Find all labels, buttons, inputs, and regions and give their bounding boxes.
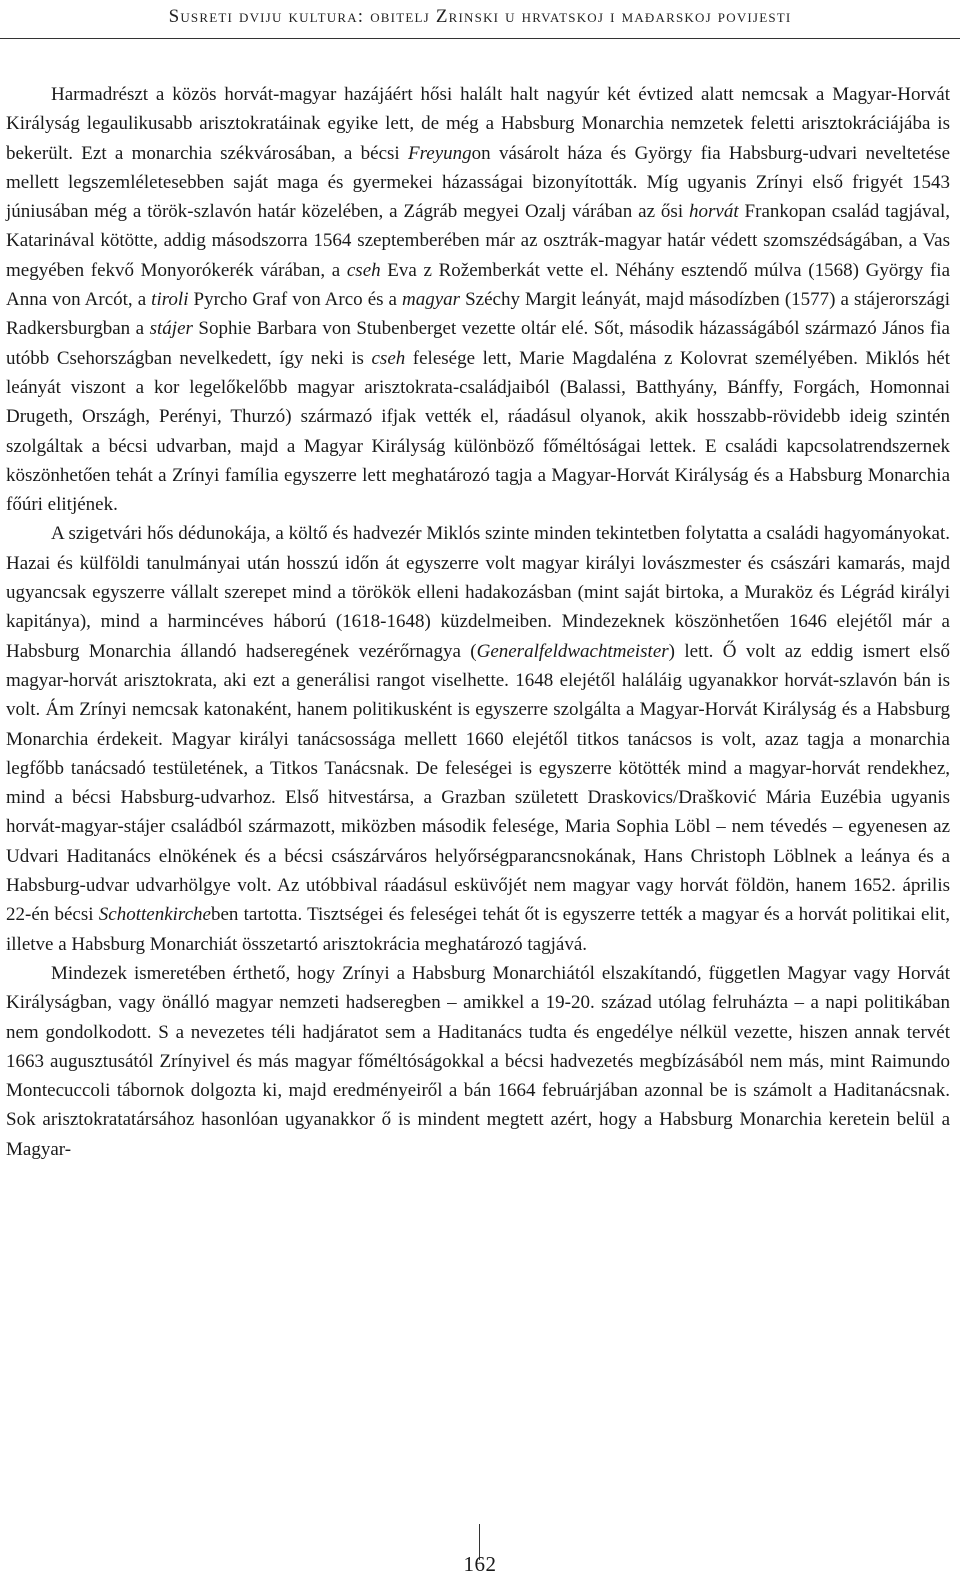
italic-text-segment: magyar bbox=[402, 289, 461, 311]
text-segment: Pyrcho Graf von Arco és a bbox=[188, 289, 403, 311]
text-segment: ) lett. Ő volt az eddig ismert első magyar-horvát arisztokrata, aki ezt a generálisi rangot viselhette. 1648 elejétől haláláig ugyanakkor horvát-szlavón bán is volt. Ám Zrínyi nemcsak katonaként, hanem politikusként is egyszerre szolgálta a Magyar-Horvát Királyság és a Habsburg Monarchia érdekeit. Magyar királyi tanácsossága mellett 1660 elejétől titkos tanácsos is volt, azaz tagja a monarchia legfőbb tanácsadó testületének, a Titkos Tanácsnak. De feleségei is egyszerre kötötték mind a magyar-horvát rendekhez, mind a bécsi Habsburg-udvarhoz. Első hitvestársa, a Grazban született Draskovics/Drašković Mária Euzébia ugyanis horvát-magyar-stájer családból származott, miközben második felesége, Maria Sophia Löbl – nem tévedés – egyenesen az Udvari Haditanács elnökének és a bécsi császárváros helyőrségparancsnokának, Hans Christoph Löblnek a leánya és a Habsburg-udvar udvarhölgye volt. Az utóbbival ráadásul esküvőjét nem magyar vagy horvát földön, hanem 1652. április 22-én bécsi bbox=[6, 640, 950, 926]
text-segment: Harmadrészt a közös horvát-magyar hazájáért hősi halált halt nagyúr két évtized alatt nemcsak a Magyar-Horvát Királyság legaulikusabb arisztokratáinak egyike lett, de még a Habsburg Monarchia nemzetek feletti arisztokráciájába is bekerült. Ezt a monarchia székvárosában, a bécsi bbox=[6, 84, 950, 164]
text-segment: on vásárolt háza és György fia Habsburg-udvari neveltetése mellett legszemléletesebben saját maga és gyermekei házasságai bizonyították. Míg ugyanis Zrínyi első frigyét 1543 júniusában még a török-szlavón határ közelében, a Zágráb megyei Ozalj várában az ősi bbox=[6, 142, 950, 223]
running-header: Susreti dviju kultura: obitelj Zrinski u hrvatskoj i mađarskoj povijesti bbox=[168, 6, 792, 27]
text-segment: ben tartotta. Tisztségei és feleségei tehát őt is egyszerre tették a magyar és a horvát politikai elit, illetve a Habsburg Monarchiát összetartó arisztokrácia meghatározó tagjává. bbox=[6, 904, 950, 955]
italic-text-segment: Schottenkirche bbox=[98, 904, 211, 926]
paragraph-3 bbox=[6, 959, 950, 1164]
text-segment: Eva z Rožemberkát vette el. Néhány esztendő múlva (1568) György fia Anna von Arcót, a bbox=[6, 259, 950, 311]
header-rule bbox=[0, 38, 960, 39]
text-segment: Sophie Barbara von Stubenberget vezette oltár elé. Sőt, második házasságából származó János fia utóbb Csehországban nevelkedett, így neki is bbox=[6, 318, 950, 369]
text-segment: Frankopan család tagjával, Katarinával kötötte, addig másodszorra 1564 szeptemberében már az osztrák-magyar határ védett szomszédságában, a Vas megyében fekvő Monyorókerék várában, a bbox=[6, 201, 951, 281]
italic-text-segment: Generalfeldwachtmeister bbox=[476, 640, 669, 662]
page-number: 162 bbox=[463, 1552, 497, 1576]
italic-text-segment: stájer bbox=[149, 318, 193, 340]
italic-text-segment: horvát bbox=[689, 201, 739, 223]
italic-text-segment: Freyung bbox=[407, 142, 472, 164]
text-segment: felesége lett, Marie Magdaléna z Kolovrat személyében. Miklós hét leányát viszont a kor legelőkelőbb magyar arisztokrata-családjaiból (Balassi, Batthyány, Bánffy, Forgách, Homonnai Drugeth, Országh, Perényi, Thurzó) származó ifjak vették el, ráadásul olyanok, akik hosszabb-rövidebb ideig szintén szolgáltak a bécsi udvarban, majd a Magyar Királyság különböző főméltóságai lettek. E családi kapcsolatrendszernek köszönhetően tehát a Zrínyi família egyszerre lett meghatározó tagja a Magyar-Horvát Királyság és a Habsburg Monarchia főúri elitjének. bbox=[6, 347, 950, 516]
text-segment: Széchy Margit leányát, majd másodízben (1577) a stájerországi Radkersburgban a bbox=[6, 289, 950, 340]
paragraph-2 bbox=[6, 519, 950, 958]
text-segment: Mindezek ismeretében érthető, hogy Zrínyi a Habsburg Monarchiától elszakítandó, független Magyar vagy Horvát Királyságban, vagy önálló magyar nemzeti hadseregben – amikkel a 19-20. század utólag felruházta – a napi politikában nem gondolkodott. S a nevezetes téli hadjáratot sem a Haditanács tudta és engedélye nélkül vezette, hiszen annak tervét 1663 augusztusától Zrínyivel és más magyar főméltóságokkal a bécsi hadvezetés megbízásából nem más, mint Raimundo Montecuccoli tábornok dolgozta ki, majd eredményeiről a bán 1664 februárjában azonnal be is számolt a Haditanácsnak. Sok arisztokratatársához hasonlóan ugyanakkor ő is mindent megtett azért, hogy a Habsburg Monarchia keretein belül a Magyar- bbox=[6, 962, 950, 1160]
paragraph-1 bbox=[6, 80, 950, 519]
text-segment: A szigetvári hős dédunokája, a költő és hadvezér Miklós szinte minden tekintetben folytatta a családi hagyományokat. Hazai és külföldi tanulmányai után hosszú időn át egyszerre volt magyar királyi lovászmester és császári kamarás, majd ugyancsak egyszerre vállalt szerepet mind a törökök elleni hadakozásban (mint saját birtoka, a Muraköz és Légrád királyi kapitánya), mind a harmincéves háború (1618-1648) küzdelmeiben. Mindezeknek köszönhetően 1646 elejétől már a Habsburg Monarchia állandó hadseregének vezérőrnagya ( bbox=[6, 523, 950, 662]
italic-text-segment: tiroli bbox=[151, 289, 189, 311]
italic-text-segment: cseh bbox=[371, 347, 406, 369]
italic-text-segment: cseh bbox=[346, 259, 381, 281]
body-text bbox=[6, 80, 950, 1164]
